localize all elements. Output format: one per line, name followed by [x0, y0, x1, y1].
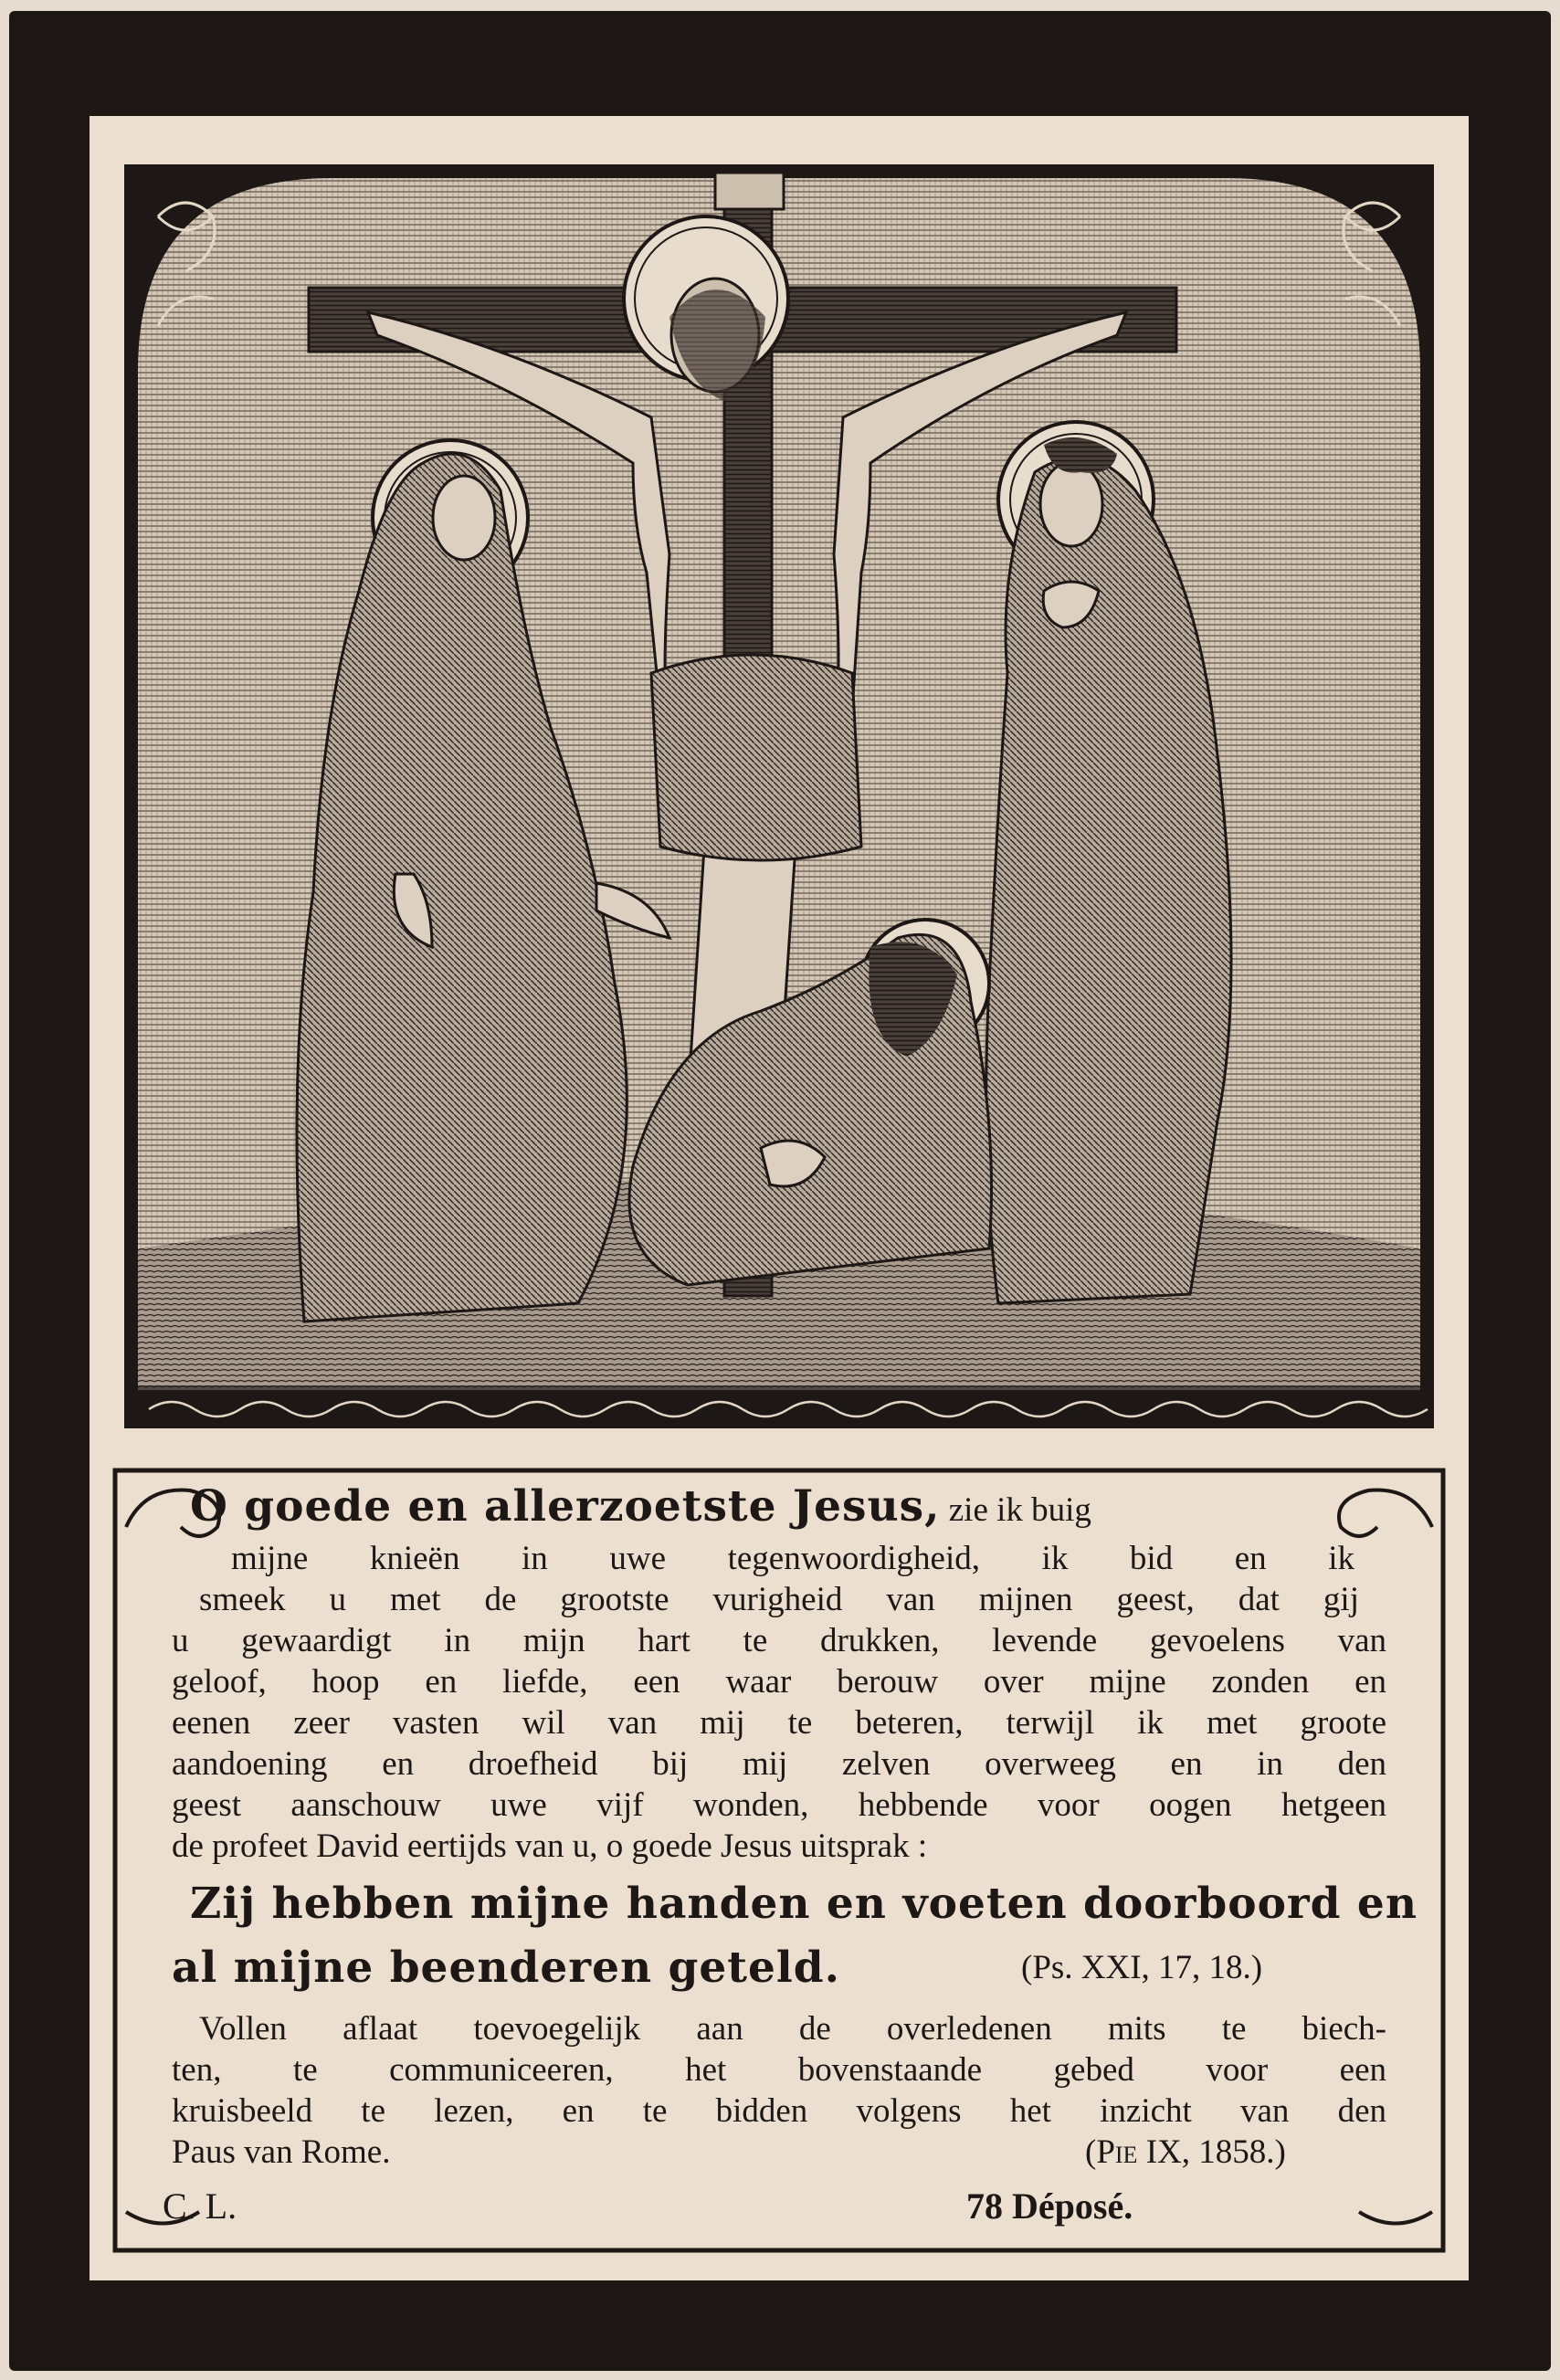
prayer-line1-rest: zie ik buig [948, 1491, 1091, 1529]
prayer-line: aandoening en droefheid bij mij zelven overweeg en in den [172, 1745, 1386, 1783]
scripture-quote-line-2 [172, 1943, 1396, 1993]
memorial-card [9, 11, 1551, 2371]
prayer-line-1 [190, 1481, 1377, 1532]
card-paper [90, 116, 1469, 2280]
indulgence-line: Vollen aflaat toevoegelijk aan de overledenen mits te biech- [199, 2010, 1386, 2048]
indulgence-line: kruisbeeld te lezen, en te bidden volgens het inzicht van den [172, 2092, 1386, 2130]
indulgence-line: ten, te communiceeren, het bovenstaande gebed voor een [172, 2051, 1386, 2089]
prayer-line: de profeet David eertijds van u, o goede Jesus uitsprak : [172, 1827, 928, 1865]
prayer-line: smeek u met de grootste vurigheid van mijnen geest, dat gij [199, 1581, 1359, 1618]
prayer-line: geest aanschouw uwe vijf wonden, hebbende voor oogen hetgeen [172, 1786, 1386, 1824]
crucifixion-engraving-icon [121, 162, 1437, 1431]
indulgence-reference: (Pie IX, 1858.) [1085, 2133, 1286, 2171]
indulgence-last-line [172, 2133, 1386, 2172]
prayer-panel [108, 1463, 1450, 2258]
scripture-quote-end: al mijne beenderen geteld. [172, 1943, 840, 1993]
scripture-quote-line-1: Zij hebben mijne handen en voeten doorboord en [190, 1879, 1418, 1929]
indulgence-closing: Paus van Rome. [172, 2133, 391, 2171]
prayer-line: mijne knieën in uwe tegenwoordigheid, ik bid en ik [231, 1540, 1354, 1577]
prayer-line: geloof, hoop en liefde, een waar berouw over mijne zonden en [172, 1663, 1386, 1701]
printer-initials: C. L. [163, 2185, 237, 2227]
prayer-line: u gewaardigt in mijn hart te drukken, levende gevoelens van [172, 1622, 1386, 1659]
scripture-reference: (Ps. XXI, 17, 18.) [1021, 1949, 1263, 1986]
prayer-line: eenen zeer vasten wil van mij te beteren, terwijl ik met groote [172, 1704, 1386, 1742]
registration-mark: 78 Déposé. [966, 2185, 1133, 2227]
prayer-opening: O goede en allerzoetste Jesus, [190, 1481, 941, 1532]
